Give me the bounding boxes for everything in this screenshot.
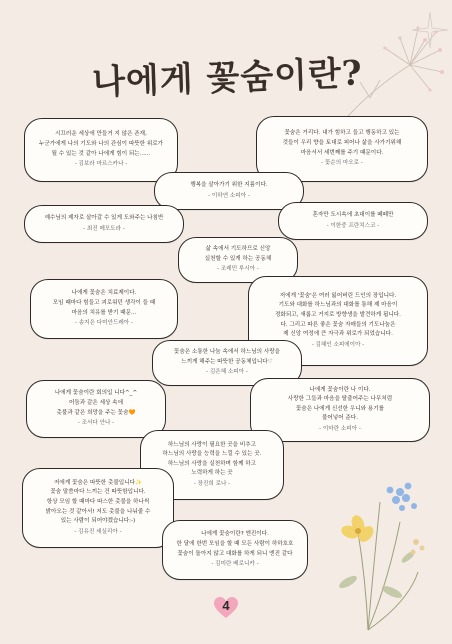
card-7	[30, 279, 178, 339]
card-13	[22, 468, 174, 548]
card-author: - 장진희 로나 -	[193, 480, 231, 487]
card-text: 예수님의 제자로 살아갈 수 있게 도와주는 나침반	[44, 214, 164, 221]
card-author: - 송지은 다미안드레아 -	[74, 320, 133, 327]
card-text: 저에게 꽃숨은 따뜻한 촛불입니다✨ 꽃숨 말씀마다 느끼는 건 따뜻함입니다. 항상 모임 할 때마다 따스한 촛불을 하나씩 밝아오는 것 같아서! 저도 촛불을 나눠줄 수 있는 사람이 되어야겠습니다:-)	[45, 479, 151, 525]
card-3	[154, 172, 304, 210]
card-text: 꽃숨은 거리다. 내가 힘하고 들고 행동하고 있는 것들이 우리 향을 토대로 피어나 삶을 사가기위해 마음서서 세번째를 주기 때문이다.	[282, 130, 402, 156]
card-11	[250, 378, 430, 442]
sparkle-decoration	[410, 10, 450, 50]
card-1	[24, 118, 178, 182]
card-5	[278, 202, 428, 240]
card-author: - 이하연 소피아 -	[208, 192, 250, 199]
page-number: 4	[222, 598, 230, 613]
card-author: - 조레민 루시아 -	[217, 266, 259, 273]
page-title: 나에게 꽃숨이란?	[91, 53, 364, 103]
card-author: - 조서다 안나 -	[77, 420, 115, 427]
card-author: - 김미란 베로니카 -	[211, 561, 259, 568]
card-text: 시끄러운 세상에 만들거 지 않은 존재, 누군가에게 나의 기도와 나의 관심이 따뜻한 위로가 될 수 있는 것 같아 나에게 힘이 되는......	[38, 131, 164, 157]
card-text: 나에게 꽃숨은 치료제이다. 모임 때마다 힘들고 괴로워던 생각이 들 때 마음의 치유를 받기 때문...	[52, 290, 156, 316]
card-text: 나에게 꽃숨이란 나 이다. 사랑한 그들과 마음을 탈출어주는 나무처럼 꽃숨은 나에게 신선한 우니와 용기를 불어넣어 준다.	[287, 386, 393, 422]
card-author: - 김혜인 소피에이아 -	[311, 341, 365, 348]
card-text: 하느님의 사랑이 필요한 곳을 비추고 하느님의 사랑을 능력을 느낄 수 있는 곳. 하느님의 사랑을 실천하며 함께 하고 노력하게 하는 곳	[162, 441, 262, 477]
flower-bouquet-decoration	[318, 462, 438, 632]
card-author: - 최진 메모도라 -	[83, 225, 125, 232]
card-4	[24, 205, 184, 243]
card-10	[26, 380, 166, 438]
card-text: 행복을 살아가기 위한 지름이다.	[190, 181, 268, 188]
card-text: 나에게 꽃숨이란 회의입 니다^_^ 어둠과 같은 세상 속에 촛불과 같은 희망을 주는 꽃숨🧡	[54, 390, 138, 416]
card-author: - 꽃순의 마오로 -	[321, 160, 363, 167]
card-14	[162, 520, 308, 580]
card-text: 삶 속에서 기도하므로 신앙 실천할 수 있게 하는 공동체	[204, 246, 272, 262]
card-author: - 김보라 마르스카나 -	[74, 161, 128, 168]
card-author: - 김유진 세실리아 -	[74, 528, 122, 535]
card-text: 혼자만 도시속에 초대이를 떼떼만	[312, 211, 394, 218]
card-author: - 김은혜 소피아 -	[206, 369, 248, 376]
card-text: 나에게 꽃숨이란? 엔진이다. 한 달에 한번 모임을 할 때 모든 사람이 하하호호 꽃숨이 돌아지 않고 대화를 하게 되니 엔진 같다	[176, 531, 294, 557]
card-text: 저에게 '꽃숨'은 여러 잃어버린 드인의 장입니다. 기도와 대화를 하느님과의 대화를 통해 제 마음이 정화되고, 새롭고 거지로 방향생을 발견하게 됩니다. 다. 그리고 따른 좋은 꽃숨 자매들의 기도나눔은 제 신앙 여정에 큰 자극과 위로가 되었습니다.	[275, 292, 401, 338]
page-number-badge	[213, 596, 239, 620]
card-author: - 이한중 프란치스코 -	[326, 222, 380, 229]
card-author: - 이마란 소피아 -	[319, 425, 361, 432]
card-text: 꽃숨은 소통한 나눔 속에서 하느님의 사랑을 느끼게 해주는 따뜻한 공동체입니다♡	[173, 349, 281, 365]
